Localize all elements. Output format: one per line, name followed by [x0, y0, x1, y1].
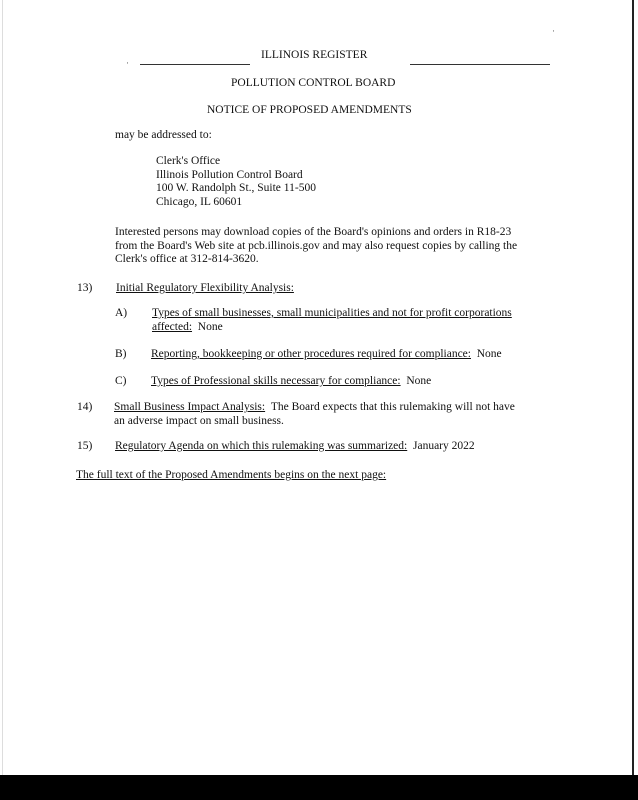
item13c-text: [151, 375, 431, 387]
interested-paragraph: [115, 226, 517, 267]
item14-text: [114, 401, 515, 428]
paragraph-line: from the Board's Web site at pcb.illinois.gov and may also request copies by calling the: [115, 239, 518, 252]
paragraph-line: Interested persons may download copies of the Board's opinions and orders in R18-23: [115, 226, 512, 238]
item14-line2: an adverse impact on small business.: [114, 414, 284, 427]
board-name: POLLUTION CONTROL BOARD: [231, 77, 396, 89]
item13a-line2: affected:: [152, 320, 193, 333]
address-line: Chicago, IL 60601: [156, 195, 243, 208]
item13a-line1: Types of small businesses, small municipalities and not for profit corporations: [152, 307, 512, 319]
notice-title: NOTICE OF PROPOSED AMENDMENTS: [207, 104, 412, 116]
item13b-question: Reporting, bookkeeping or other procedures required for compliance:: [151, 348, 471, 360]
item15-number: 15): [77, 440, 93, 452]
scan-edge-left: [2, 0, 3, 775]
addressed-to: may be addressed to:: [115, 129, 212, 141]
scan-edge-right: [632, 0, 634, 775]
item13b-answer: None: [476, 348, 502, 360]
header-rule-left: [140, 64, 250, 65]
address-line: 100 W. Randolph St., Suite 11-500: [156, 182, 316, 194]
item13b-letter: B): [115, 348, 127, 360]
item13a-answer: None: [197, 320, 223, 333]
header-rule-right: [410, 64, 550, 65]
closing-line: The full text of the Proposed Amendments begins on the next page:: [76, 469, 387, 481]
address-line: Illinois Pollution Control Board: [156, 168, 303, 181]
item15-text: [115, 440, 475, 452]
scan-bottom-border: [0, 775, 638, 800]
item13c-question: Types of Professional skills necessary for compliance:: [151, 375, 401, 387]
item15-title: Regulatory Agenda on which this rulemaking was summarized:: [115, 440, 408, 452]
item15-answer: January 2022: [412, 440, 475, 452]
item14-line1: The Board expects that this rulemaking will not have: [270, 401, 515, 413]
item14-number: 14): [77, 401, 93, 413]
item13c-letter: C): [115, 375, 127, 387]
item13-title: Initial Regulatory Flexibility Analysis:: [116, 282, 294, 294]
item13b-text: [151, 348, 502, 360]
item13a-text: [152, 307, 512, 334]
item13a-letter: A): [115, 307, 128, 319]
address-line: Clerk's Office: [156, 155, 221, 167]
scan-mark: ·: [552, 26, 555, 36]
address-block: [156, 155, 316, 209]
item14-title: Small Business Impact Analysis:: [114, 401, 266, 413]
item13-number: 13): [77, 282, 93, 294]
register-title: ILLINOIS REGISTER: [261, 49, 368, 61]
paragraph-line: Clerk's office at 312-814-3620.: [115, 253, 259, 265]
scan-mark: ·: [126, 58, 129, 68]
item13c-answer: None: [406, 375, 432, 387]
